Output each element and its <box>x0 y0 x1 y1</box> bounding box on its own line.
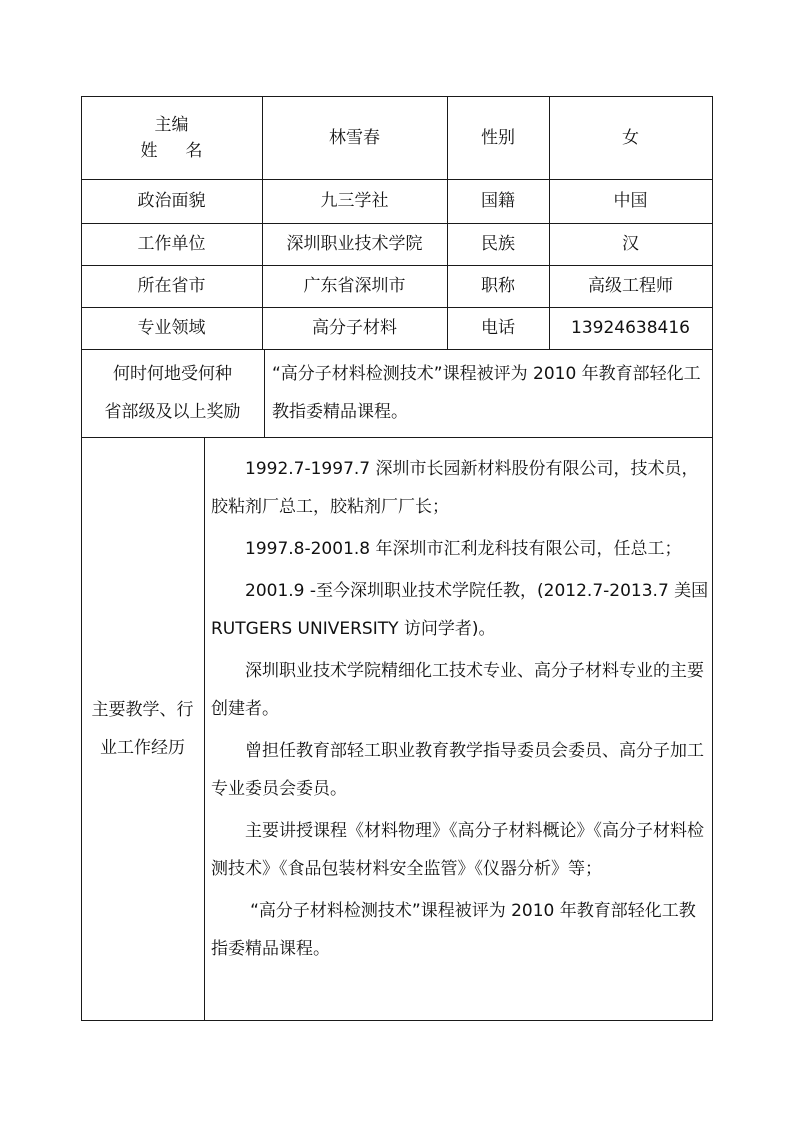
experience-paragraph: 深圳职业技术学院精细化工技术专业、高分子材料专业的主要创建者。 <box>211 661 704 719</box>
employer-value: 深圳职业技术学院 <box>286 234 423 254</box>
name-label <box>81 96 262 179</box>
award-label-line1: 何时何地受何种 <box>113 364 232 384</box>
resume-form-table <box>81 96 713 1021</box>
editor-label: 主编 <box>154 114 189 135</box>
phone-value: 13924638416 <box>571 318 690 338</box>
experience-paragraph: 主要讲授课程《材料物理》《高分子材料概论》《高分子材料检测技术》《食品包装材料安全监管》《仪器分析》等； <box>211 821 704 879</box>
employer-label: 工作单位 <box>137 234 206 254</box>
experience-paragraph: 2001.9 -至今深圳职业技术学院任教，(2012.7-2013.7 美国 RUTGERS UNIVERSITY 访问学者)。 <box>211 581 709 639</box>
experience-paragraph: 曾担任教育部轻工职业教育教学指导委员会委员、高分子加工专业委员会委员。 <box>211 741 704 799</box>
award-value: “高分子材料检测技术”课程被评为 2010 年教育部轻化工教指委精品课程。 <box>272 364 701 422</box>
political-label: 政治面貌 <box>137 191 206 211</box>
nationality-label: 国籍 <box>481 191 515 211</box>
name-field-label: 姓名 <box>140 140 231 161</box>
ethnicity-label: 民族 <box>481 234 515 254</box>
title-label: 职称 <box>481 276 515 296</box>
experience-paragraph: “高分子材料检测技术”课程被评为 2010 年教育部轻化工教指委精品课程。 <box>211 901 696 959</box>
field-label: 专业领域 <box>137 318 206 338</box>
column-divider <box>204 437 205 1020</box>
field-value: 高分子材料 <box>312 318 397 338</box>
award-label <box>81 349 264 437</box>
political-value: 九三学社 <box>320 191 389 211</box>
ethnicity-value: 汉 <box>622 234 639 254</box>
experience-paragraph: 1992.7-1997.7 深圳市长园新材料股份有限公司，技术员，胶粘剂厂总工，胶粘剂厂厂长； <box>211 459 699 517</box>
name-value: 林雪春 <box>329 127 380 148</box>
province-label: 所在省市 <box>137 276 206 296</box>
experience-paragraph: 1997.8-2001.8 年深圳市汇利龙科技有限公司，任总工； <box>245 539 682 559</box>
gender-label: 性别 <box>481 127 515 148</box>
phone-label: 电话 <box>481 318 515 338</box>
experience-label: 主要教学、行业工作经历 <box>91 699 194 758</box>
award-label-line2: 省部级及以上奖励 <box>104 402 241 422</box>
experience-content <box>207 446 709 972</box>
nationality-value: 中国 <box>613 191 648 211</box>
province-value: 广东省深圳市 <box>303 276 406 296</box>
gender-value: 女 <box>622 127 639 148</box>
title-value: 高级工程师 <box>588 276 673 296</box>
